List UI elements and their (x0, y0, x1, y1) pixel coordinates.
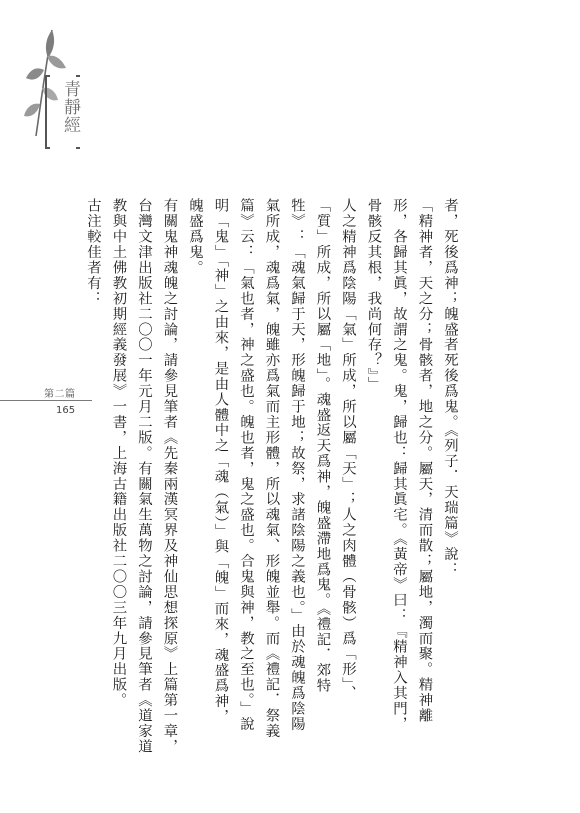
text-column: 氣所成，魂爲氣，魄雖亦爲氣而主形體，所以魂氣、形魄並舉。而《禮記．祭義 (263, 198, 280, 739)
chapter-label: 第二篇 (44, 389, 76, 400)
body-text (80, 198, 463, 758)
text-column: 有關鬼神魂魄之討論，請參見筆者《先秦兩漢冥界及神仙思想探原》上篇第一章， (161, 198, 178, 755)
chapter-divider (0, 400, 92, 401)
text-column: 「質」所成，所以屬「地」。魂盛返天爲神，魄盛滯地爲鬼。《禮記．郊特 (314, 198, 331, 694)
text-column: 古注較佳者有： (85, 198, 101, 307)
text-column: 骨骸反其根，我尚何存？』」 (365, 198, 382, 392)
text-column: 牲》：「魂氣歸于天，形魄歸于地；故祭，求諸陰陽之義也。」由於魂魄爲陰陽 (289, 198, 305, 732)
text-column: 者，死後爲神；魄盛者死後爲鬼。《列子．天瑞篇》說： (442, 198, 458, 578)
text-column: 「精神者，天之分；骨骸者，地之分。屬天，清而散；屬地，濁而聚。精神離 (416, 198, 433, 724)
text-column: 台灣文津出版社二〇〇一年元月二版。有關氣生萬物之討論，請參見筆者《道家道 (136, 198, 152, 755)
text-column: 明「鬼」「神」之由來，是由人體中之「魂（氣）」與「魄」而來，魂盛爲神， (212, 198, 229, 725)
text-column: 人之精神爲陰陽「氣」所成，所以屬「天」；人之肉體（骨骸）爲「形」、 (340, 198, 356, 701)
text-column: 篇》云：「氣也者，神之盛也。魄也者，鬼之盛也。合鬼與神，教之至也。」說 (238, 198, 254, 732)
text-column: 魄盛爲鬼。 (187, 198, 203, 276)
logo-title: 青靜經 (60, 80, 80, 134)
book-logo (22, 18, 80, 158)
page-number: 165 (56, 405, 76, 416)
text-column: 形，各歸其眞，故謂之鬼。鬼，歸也：歸其眞宅。《黃帝》曰：『精神入其門， (391, 198, 407, 732)
text-column: 教與中土佛教初期經義發展》一書，上海古籍出版社二〇〇三年九月出版。 (110, 198, 127, 708)
